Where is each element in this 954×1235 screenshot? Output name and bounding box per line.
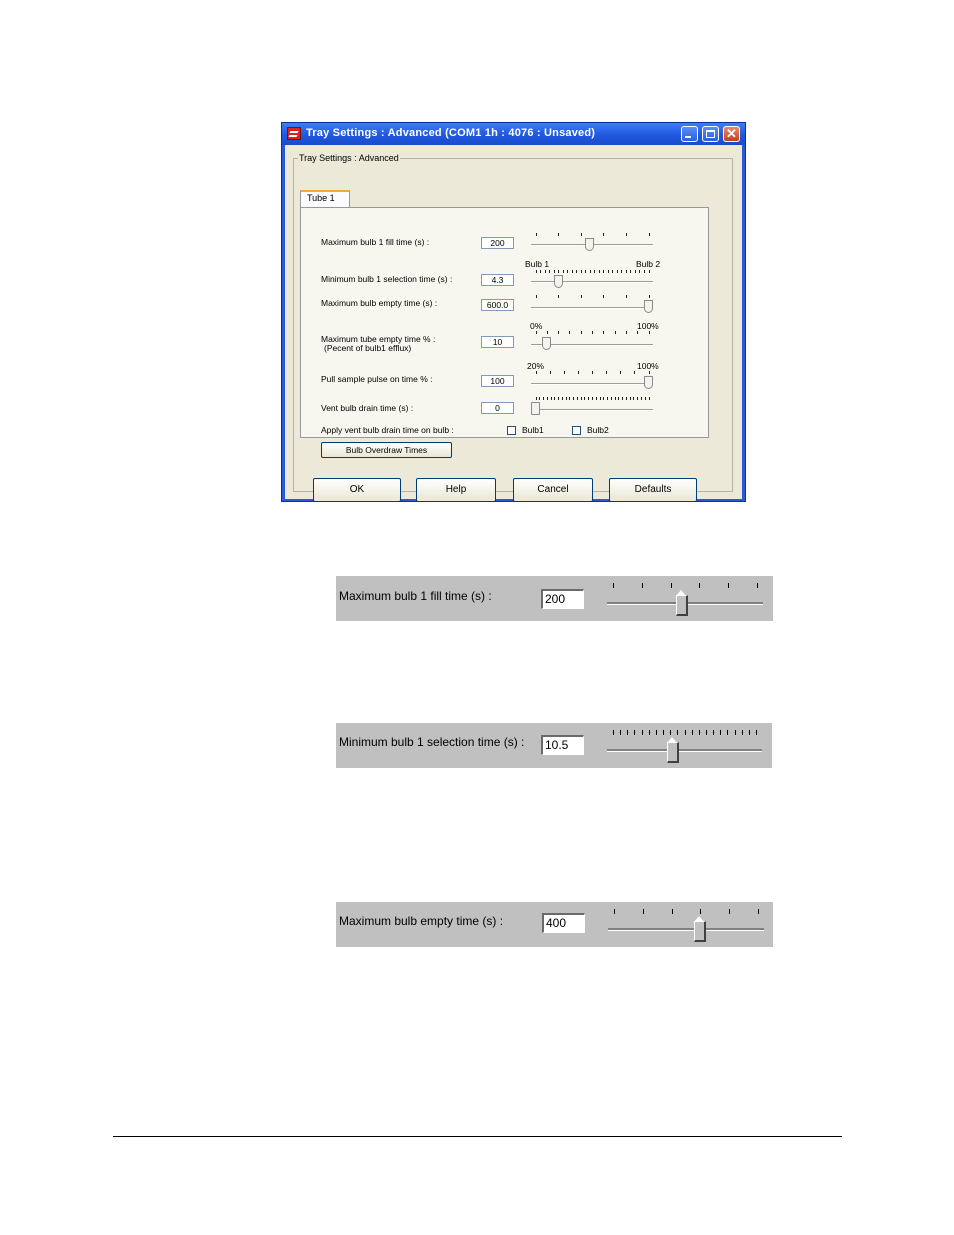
vent-drain-slider-thumb[interactable] bbox=[531, 402, 540, 415]
slider-tick bbox=[536, 371, 537, 374]
crop-slider-tick bbox=[627, 730, 628, 735]
app-logo-icon bbox=[287, 127, 301, 140]
slider-tick bbox=[649, 295, 650, 298]
slider-tick bbox=[578, 371, 579, 374]
slider-tick bbox=[581, 331, 582, 334]
slider-tick bbox=[600, 397, 601, 400]
max-fill-slider[interactable] bbox=[531, 233, 653, 253]
max-empty-slider-thumb[interactable] bbox=[644, 300, 653, 313]
crop-slider-tick bbox=[656, 730, 657, 735]
ok-button[interactable] bbox=[313, 478, 401, 502]
slider-tick bbox=[607, 397, 608, 400]
close-icon: ✕ bbox=[726, 126, 737, 141]
crop-slider-tick bbox=[672, 909, 673, 914]
slider-tick bbox=[608, 270, 609, 273]
slider-tick bbox=[569, 331, 570, 334]
max-empty-label: Maximum bulb empty time (s) : bbox=[321, 298, 438, 308]
slider-tick bbox=[581, 397, 582, 400]
slider-tick bbox=[550, 371, 551, 374]
slider-tick bbox=[581, 233, 582, 236]
slider-tick bbox=[621, 270, 622, 273]
crop-slider-tick bbox=[634, 730, 635, 735]
slider-tick bbox=[635, 270, 636, 273]
slider-tick bbox=[547, 397, 548, 400]
crop-slider-tick bbox=[758, 909, 759, 914]
slider-tick bbox=[562, 397, 563, 400]
crop-slider-tick bbox=[749, 730, 750, 735]
slider-tick bbox=[649, 371, 650, 374]
bulb1-checkbox-label: Bulb1 bbox=[522, 425, 544, 435]
slider-tick bbox=[626, 397, 627, 400]
crop-max-fill bbox=[336, 576, 773, 621]
bulb-overdraw-times-button[interactable] bbox=[321, 442, 452, 458]
slider-tick bbox=[566, 397, 567, 400]
slider-tick bbox=[649, 270, 650, 273]
title-bar[interactable] bbox=[282, 123, 745, 145]
slider-tick bbox=[539, 397, 540, 400]
slider-tick bbox=[603, 397, 604, 400]
slider-tick bbox=[618, 397, 619, 400]
crop-max-empty-slider[interactable] bbox=[608, 908, 764, 942]
slider-tick bbox=[639, 270, 640, 273]
slider-tick bbox=[547, 331, 548, 334]
max-fill-label: Maximum bulb 1 fill time (s) : bbox=[321, 237, 430, 247]
slider-tick bbox=[637, 331, 638, 334]
slider-tick bbox=[558, 233, 559, 236]
maximize-button[interactable] bbox=[702, 126, 719, 142]
min-select-input[interactable]: 4.3 bbox=[481, 274, 514, 286]
dialog-client-area bbox=[285, 145, 742, 499]
slider-tick bbox=[626, 233, 627, 236]
slider-tick bbox=[558, 270, 559, 273]
slider-tick bbox=[611, 397, 612, 400]
slider-tick bbox=[592, 331, 593, 334]
slider-tick bbox=[584, 397, 585, 400]
slider-tick bbox=[641, 397, 642, 400]
tube-empty-slider-thumb[interactable] bbox=[542, 337, 551, 350]
help-button[interactable] bbox=[416, 478, 496, 502]
footer-rule bbox=[113, 1136, 842, 1137]
bulb1-checkbox[interactable] bbox=[507, 426, 516, 435]
defaults-button[interactable] bbox=[609, 478, 697, 502]
tray-settings-window bbox=[281, 122, 746, 502]
crop-slider-tick bbox=[685, 730, 686, 735]
bulb2-range-label: Bulb 2 bbox=[636, 259, 661, 269]
slider-tick bbox=[545, 270, 546, 273]
slider-tick bbox=[588, 397, 589, 400]
slider-tick bbox=[617, 270, 618, 273]
min-select-slider-thumb[interactable] bbox=[554, 275, 563, 288]
crop-slider-tick bbox=[663, 730, 664, 735]
crop-max-fill-input[interactable]: 200 bbox=[541, 589, 584, 609]
slider-tick bbox=[603, 233, 604, 236]
crop-max-empty-label: Maximum bulb empty time (s) : bbox=[339, 914, 504, 928]
vent-drain-slider[interactable] bbox=[531, 397, 653, 417]
slider-tick bbox=[592, 397, 593, 400]
min-select-slider[interactable] bbox=[531, 270, 653, 290]
slider-tick bbox=[558, 397, 559, 400]
crop-min-select bbox=[336, 723, 772, 768]
crop-slider-tick bbox=[713, 730, 714, 735]
slider-tick bbox=[634, 371, 635, 374]
crop-max-empty-slider-thumb[interactable] bbox=[694, 921, 706, 942]
slider-tick bbox=[554, 270, 555, 273]
crop-min-select-label: Minimum bulb 1 selection time (s) : bbox=[339, 735, 525, 749]
vent-drain-label: Vent bulb drain time (s) : bbox=[321, 403, 414, 413]
slider-tick bbox=[558, 295, 559, 298]
crop-slider-tick bbox=[742, 730, 743, 735]
slider-tick bbox=[649, 331, 650, 334]
slider-tick bbox=[543, 397, 544, 400]
crop-slider-tick bbox=[700, 909, 701, 914]
max-fill-input[interactable]: 200 bbox=[481, 237, 514, 249]
slider-tick bbox=[633, 397, 634, 400]
slider-tick bbox=[649, 233, 650, 236]
crop-slider-tick bbox=[720, 730, 721, 735]
crop-slider-tick bbox=[649, 730, 650, 735]
slider-tick bbox=[626, 295, 627, 298]
slider-tick bbox=[572, 270, 573, 273]
slider-tick bbox=[563, 270, 564, 273]
crop-max-empty-input[interactable]: 400 bbox=[542, 913, 585, 933]
slider-tick bbox=[581, 270, 582, 273]
slider-tick bbox=[599, 270, 600, 273]
window-title: Tray Settings : Advanced (COM1 1h : 4076 : Unsaved) bbox=[306, 127, 596, 139]
minimize-button[interactable] bbox=[681, 126, 698, 142]
slider-tick bbox=[630, 397, 631, 400]
crop-max-fill-label: Maximum bulb 1 fill time (s) : bbox=[339, 589, 492, 603]
crop-min-select-slider[interactable] bbox=[607, 729, 762, 763]
crop-slider-tick bbox=[643, 909, 644, 914]
slider-tick bbox=[540, 270, 541, 273]
crop-min-select-input[interactable]: 10.5 bbox=[541, 735, 584, 755]
slider-tick bbox=[615, 331, 616, 334]
crop-slider-tick bbox=[757, 583, 758, 588]
bulb2-checkbox-label: Bulb2 bbox=[587, 425, 609, 435]
crop-max-fill-slider[interactable] bbox=[607, 582, 763, 616]
slider-tick bbox=[630, 270, 631, 273]
group-label: Tray Settings : Advanced bbox=[299, 153, 399, 163]
slider-tick bbox=[596, 397, 597, 400]
slider-tick bbox=[577, 397, 578, 400]
tube-empty-input[interactable]: 10 bbox=[481, 336, 514, 348]
crop-slider-tick bbox=[671, 583, 672, 588]
max-empty-input[interactable]: 600.0 bbox=[481, 299, 514, 311]
crop-max-fill-slider-thumb[interactable] bbox=[676, 595, 688, 616]
slider-tick bbox=[592, 371, 593, 374]
crop-slider-tick bbox=[670, 730, 671, 735]
defaults-button-label: Defaults bbox=[634, 484, 672, 495]
slider-tick bbox=[606, 371, 607, 374]
slider-tick bbox=[585, 270, 586, 273]
crop-slider-tick bbox=[706, 730, 707, 735]
slider-tick bbox=[590, 270, 591, 273]
crop-slider-tick bbox=[614, 909, 615, 914]
crop-slider-tick bbox=[728, 583, 729, 588]
slider-tick bbox=[649, 397, 650, 400]
crop-slider-tick bbox=[620, 730, 621, 735]
hundred-percent-label: 100% bbox=[637, 321, 659, 331]
tab-tube-1[interactable]: Tube 1 bbox=[300, 190, 350, 207]
crop-slider-tick bbox=[699, 730, 700, 735]
crop-slider-tick bbox=[756, 730, 757, 735]
crop-slider-tick bbox=[727, 730, 728, 735]
slider-tick bbox=[554, 397, 555, 400]
bulb2-checkbox[interactable] bbox=[572, 426, 581, 435]
slider-tick bbox=[536, 270, 537, 273]
cancel-button-label: Cancel bbox=[537, 484, 569, 495]
crop-slider-tick bbox=[735, 730, 736, 735]
crop-max-empty bbox=[336, 902, 773, 947]
crop-slider-tick bbox=[613, 583, 614, 588]
crop-slider-tick bbox=[692, 730, 693, 735]
pull-sample-slider-thumb[interactable] bbox=[644, 376, 653, 389]
slider-tick bbox=[558, 331, 559, 334]
slider-tick bbox=[603, 331, 604, 334]
zero-percent-label: 0% bbox=[530, 321, 543, 331]
pull-hundred-percent-label: 100% bbox=[637, 361, 659, 371]
crop-slider-tick bbox=[613, 730, 614, 735]
slider-tick bbox=[626, 270, 627, 273]
vent-drain-input[interactable]: 0 bbox=[481, 402, 514, 414]
slider-tick bbox=[612, 270, 613, 273]
minimize-icon bbox=[685, 136, 691, 138]
slider-tick bbox=[536, 233, 537, 236]
pull-sample-slider[interactable] bbox=[531, 371, 653, 393]
crop-min-select-slider-thumb[interactable] bbox=[667, 742, 679, 763]
slider-tick bbox=[620, 371, 621, 374]
max-empty-slider[interactable] bbox=[531, 295, 653, 317]
slider-tick bbox=[637, 397, 638, 400]
crop-slider-tick bbox=[729, 909, 730, 914]
slider-tick bbox=[594, 270, 595, 273]
twenty-percent-label: 20% bbox=[527, 361, 545, 371]
slider-tick bbox=[536, 295, 537, 298]
slider-tick bbox=[603, 295, 604, 298]
slider-tick bbox=[615, 397, 616, 400]
help-button-label: Help bbox=[445, 484, 467, 495]
cancel-button[interactable] bbox=[513, 478, 593, 502]
slider-tick bbox=[536, 331, 537, 334]
slider-tick bbox=[564, 371, 565, 374]
min-select-label: Minimum bulb 1 selection time (s) : bbox=[321, 274, 453, 284]
slider-tick bbox=[551, 397, 552, 400]
pull-sample-label: Pull sample pulse on time % : bbox=[321, 374, 433, 384]
slider-tick bbox=[573, 397, 574, 400]
crop-slider-tick bbox=[699, 583, 700, 588]
max-fill-slider-thumb[interactable] bbox=[585, 238, 594, 251]
tube-empty-label: Maximum tube empty time % : bbox=[321, 334, 436, 344]
slider-tick bbox=[645, 397, 646, 400]
slider-tick bbox=[644, 270, 645, 273]
crop-slider-tick bbox=[677, 730, 678, 735]
ok-button-label: OK bbox=[349, 484, 365, 495]
pull-sample-input[interactable]: 100 bbox=[481, 375, 514, 387]
crop-slider-tick bbox=[642, 583, 643, 588]
maximize-icon bbox=[706, 130, 715, 138]
slider-tick bbox=[536, 397, 537, 400]
slider-tick bbox=[567, 270, 568, 273]
slider-tick bbox=[581, 295, 582, 298]
slider-tick bbox=[549, 270, 550, 273]
apply-vent-label: Apply vent bulb drain time on bulb : bbox=[321, 425, 454, 435]
tube-empty-slider[interactable] bbox=[531, 331, 653, 353]
overdraw-button-label: Bulb Overdraw Times bbox=[345, 445, 428, 455]
slider-tick bbox=[576, 270, 577, 273]
slider-tick bbox=[569, 397, 570, 400]
crop-slider-tick bbox=[642, 730, 643, 735]
slider-tick bbox=[626, 331, 627, 334]
close-button[interactable] bbox=[723, 126, 740, 142]
slider-tick bbox=[622, 397, 623, 400]
tube-empty-sublabel: (Pecent of bulb1 efflux) bbox=[324, 343, 412, 353]
slider-tick bbox=[603, 270, 604, 273]
bulb1-range-label: Bulb 1 bbox=[525, 259, 550, 269]
